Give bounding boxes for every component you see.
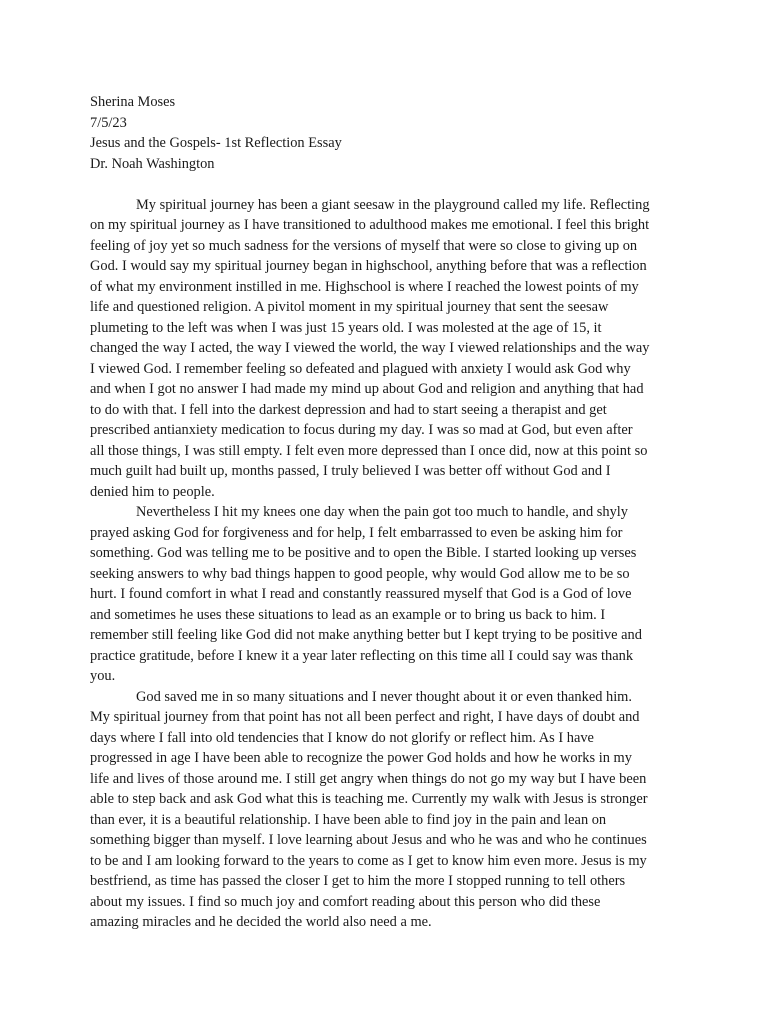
paragraph-line: My spiritual journey has been a giant seesaw in the playground called my life. Reflecting (136, 196, 650, 213)
paragraph-line: and sometimes he uses these situations to lead as an example or to bring us back to him. I (90, 606, 606, 623)
essay-title: Jesus and the Gospels- 1st Reflection Essay (90, 135, 342, 151)
paragraph-line: hurt. I found comfort in what I read and constantly reassured myself that God is a God of love (90, 586, 632, 602)
paragraph-line: seeking answers to why bad things happen to good people, why would God allow me to be so (90, 565, 630, 582)
paragraph-line: and when I got no answer I had made my mind up about God and religion and anything that had (90, 381, 644, 397)
paragraph-line: you. (90, 668, 116, 684)
paragraph-line: life and lives of those around me. I still get angry when things do not go my way but I have been (90, 770, 647, 787)
paragraph-line: something. God was telling me to be positive and to open the Bible. I started looking up verses (90, 545, 637, 561)
paragraph-line: to do with that. I fell into the darkest depression and had to start seeing a therapist and get (90, 401, 607, 418)
essay-header (90, 92, 680, 174)
paragraph-line: able to step back and ask God what this is teaching me. Currently my walk with Jesus is stronger (90, 791, 648, 807)
paragraph-line: prayed asking God for forgiveness and for help, I felt embarrassed to even be asking him for (90, 524, 623, 541)
paragraph-line: much guilt had built up, months passed, I truly believed I was better off without God and I (90, 463, 611, 479)
paragraph-line: God. I would say my spiritual journey began in highschool, anything before that was a reflection (90, 258, 647, 274)
instructor-name: Dr. Noah Washington (90, 155, 215, 172)
paragraph-line: something bigger than myself. I love learning about Jesus and who he was and who he continues (90, 832, 647, 848)
paragraph-line: all those things, I was still empty. I felt even more depressed than I once did, now at this point so (90, 442, 648, 459)
paragraph (90, 502, 680, 687)
paragraph-line: Nevertheless I hit my knees one day when the pain got too much to handle, and shyly (136, 504, 628, 520)
paragraph-line: plumeting to the left was when I was just 15 years old. I was molested at the age of 15, it (90, 319, 602, 336)
paragraph-line: of what my environment instilled in me. Highschool is where I reached the lowest points of my (90, 278, 639, 295)
paragraph-line: progressed in age I have been able to recognize the power God holds and how he works in my (90, 750, 632, 766)
paragraph-line: bestfriend, as time has passed the closer I get to him the more I stopped running to tell others (90, 873, 626, 889)
paragraph (90, 687, 680, 933)
document-body (90, 92, 680, 933)
paragraph-line: on my spiritual journey as I have transitioned to adulthood makes me emotional. I feel this bright (90, 217, 650, 233)
essay-date: 7/5/23 (90, 114, 127, 131)
essay-paragraphs (90, 195, 680, 933)
paragraph-line: about my issues. I find so much joy and comfort reading about this person who did these (90, 893, 601, 910)
paragraph-line: denied him to people. (90, 483, 215, 500)
paragraph (90, 195, 680, 503)
paragraph-line: God saved me in so many situations and I never thought about it or even thanked him. (136, 688, 632, 705)
author-name: Sherina Moses (90, 94, 176, 110)
paragraph-line: changed the way I acted, the way I viewed the world, the way I viewed relationships and the way (90, 340, 650, 356)
paragraph-line: practice gratitude, before I knew it a year later reflecting on this time all I could say was thank (90, 647, 634, 664)
paragraph-line: feeling of joy yet so much sadness for the versions of myself that were so close to giving up on (90, 237, 638, 254)
paragraph-line: to be and I am looking forward to the years to come as I get to know him even more. Jesus is my (90, 852, 647, 869)
paragraph-line: I viewed God. I remember feeling so defeated and plagued with anxiety I would ask God why (90, 360, 631, 377)
paragraph-line: prescribed antianxiety medication to focus during my day. I was so mad at God, but even after (90, 422, 633, 438)
paragraph-line: days where I fall into old tendencies that I know do not glorify or reflect him. As I have (90, 729, 594, 746)
paragraph-line: amazing miracles and he decided the world also need a me. (90, 914, 432, 930)
paragraph-line: My spiritual journey from that point has not all been perfect and right, I have days of doubt and (90, 709, 640, 725)
paragraph-line: than ever, it is a beautiful relationship. I have been able to find joy in the pain and lean on (90, 811, 607, 828)
paragraph-line: life and questioned religion. A pivitol moment in my spiritual journey that sent the seesaw (90, 299, 609, 315)
paragraph-line: remember still feeling like God did not make anything better but I kept trying to be positive and (90, 627, 642, 643)
